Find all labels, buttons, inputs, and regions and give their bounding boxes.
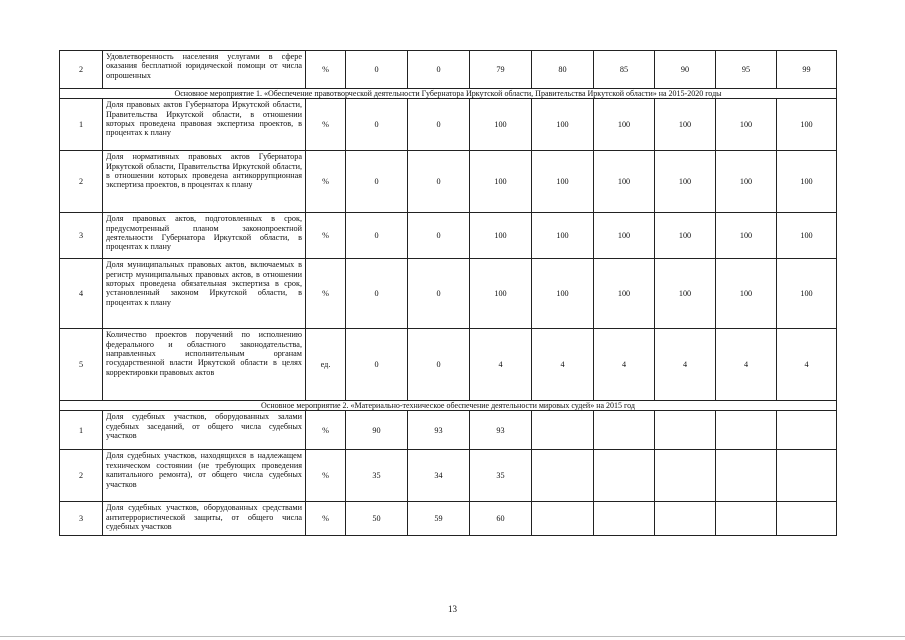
value-cell: 90: [346, 411, 408, 450]
value-cell: 100: [532, 213, 594, 259]
unit-cell: %: [306, 411, 346, 450]
unit-cell: ед.: [306, 329, 346, 401]
value-cell: 35: [346, 450, 408, 502]
row-number-cell: 2: [60, 450, 103, 502]
indicator-name-cell: Доля нормативных правовых актов Губернатора Иркутской области, Правительства Иркутской области, в отношении которых проведена антикоррупционная экспертиза проектов, в процентах к плану: [103, 151, 306, 213]
row-number-cell: 4: [60, 259, 103, 329]
value-cell: 93: [470, 411, 532, 450]
table-row: [60, 99, 837, 151]
value-cell: 95: [716, 51, 777, 89]
value-cell: 100: [532, 151, 594, 213]
value-cell: [777, 450, 837, 502]
row-number-cell: 2: [60, 51, 103, 89]
value-cell: 79: [470, 51, 532, 89]
row-number-cell: 5: [60, 329, 103, 401]
value-cell: 100: [716, 259, 777, 329]
value-cell: 100: [594, 213, 655, 259]
value-cell: 100: [594, 151, 655, 213]
value-cell: [777, 502, 837, 536]
value-cell: 100: [655, 151, 716, 213]
value-cell: 80: [532, 51, 594, 89]
value-cell: 0: [408, 213, 470, 259]
page-number: 13: [448, 604, 457, 614]
indicator-name-cell: Доля муниципальных правовых актов, включаемых в регистр муниципальных правовых актов, в отношении которых проведена обязательная экспертиза в срок, установленный законом Иркутской области, в процентах к плану: [103, 259, 306, 329]
value-cell: 4: [594, 329, 655, 401]
table-row: [60, 450, 837, 502]
value-cell: 60: [470, 502, 532, 536]
value-cell: [655, 411, 716, 450]
value-cell: 99: [777, 51, 837, 89]
unit-cell: %: [306, 51, 346, 89]
value-cell: 59: [408, 502, 470, 536]
value-cell: 90: [655, 51, 716, 89]
value-cell: 100: [470, 213, 532, 259]
value-cell: 0: [408, 99, 470, 151]
row-number-cell: 1: [60, 411, 103, 450]
value-cell: [594, 411, 655, 450]
value-cell: 0: [346, 51, 408, 89]
value-cell: [532, 450, 594, 502]
value-cell: 100: [777, 213, 837, 259]
indicator-name-cell: Количество проектов поручений по исполнению федерального и областного законодательства, направленных исполнительным органам государственной власти Иркутской области в целях корректировки правовых актов: [103, 329, 306, 401]
value-cell: 100: [470, 99, 532, 151]
value-cell: 0: [408, 259, 470, 329]
value-cell: 100: [716, 99, 777, 151]
value-cell: 4: [777, 329, 837, 401]
value-cell: [655, 450, 716, 502]
section-header-row: [60, 401, 837, 411]
value-cell: 0: [346, 213, 408, 259]
section-header-row: [60, 89, 837, 99]
table-row: [60, 213, 837, 259]
indicators-table: [59, 50, 837, 536]
value-cell: 0: [408, 329, 470, 401]
value-cell: 4: [532, 329, 594, 401]
page-edge-line: [0, 636, 905, 637]
value-cell: 4: [716, 329, 777, 401]
value-cell: 35: [470, 450, 532, 502]
value-cell: 100: [594, 99, 655, 151]
value-cell: [594, 450, 655, 502]
value-cell: [716, 502, 777, 536]
row-number-cell: 2: [60, 151, 103, 213]
value-cell: [532, 502, 594, 536]
unit-cell: %: [306, 259, 346, 329]
value-cell: 85: [594, 51, 655, 89]
indicator-name-cell: Доля судебных участков, оборудованных залами судебных заседаний, от общего числа судебных участков: [103, 411, 306, 450]
unit-cell: %: [306, 99, 346, 151]
value-cell: 0: [346, 259, 408, 329]
unit-cell: %: [306, 450, 346, 502]
value-cell: 100: [470, 151, 532, 213]
indicator-name-cell: Удовлетворенность населения услугами в сфере оказания бесплатной юридической помощи от числа опрошенных: [103, 51, 306, 89]
indicator-name-cell: Доля правовых актов, подготовленных в срок, предусмотренный планом законопроектной деятельности Губернатора Иркутской области, в процентах к плану: [103, 213, 306, 259]
value-cell: [594, 502, 655, 536]
value-cell: 93: [408, 411, 470, 450]
unit-cell: %: [306, 151, 346, 213]
value-cell: [532, 411, 594, 450]
value-cell: [777, 411, 837, 450]
table-row: [60, 411, 837, 450]
table-body: [60, 51, 837, 536]
indicator-name-cell: Доля судебных участков, находящихся в надлежащем техническом состоянии (не требующих проведения капитального ремонта), от общего числа судебных участков: [103, 450, 306, 502]
value-cell: 0: [346, 151, 408, 213]
unit-cell: %: [306, 502, 346, 536]
value-cell: 100: [716, 151, 777, 213]
row-number-cell: 3: [60, 213, 103, 259]
table-row: [60, 329, 837, 401]
value-cell: 100: [777, 99, 837, 151]
indicator-name-cell: Доля судебных участков, оборудованных средствами антитеррористической защиты, от общего числа судебных участков: [103, 502, 306, 536]
table-row: [60, 151, 837, 213]
value-cell: 100: [655, 259, 716, 329]
value-cell: 100: [594, 259, 655, 329]
value-cell: 4: [470, 329, 532, 401]
row-number-cell: 3: [60, 502, 103, 536]
table-row: [60, 502, 837, 536]
value-cell: 100: [532, 259, 594, 329]
indicator-name-cell: Доля правовых актов Губернатора Иркутской области, Правительства Иркутской области, в отношении которых проведена правовая экспертиза проектов, в процентах к плану: [103, 99, 306, 151]
table-row: [60, 51, 837, 89]
value-cell: 0: [408, 51, 470, 89]
section-title: Основное мероприятие 1. «Обеспечение правотворческой деятельности Губернатора Иркутской области, Правительства Иркутской области» на 2015-2020 годы: [60, 89, 837, 99]
value-cell: 100: [470, 259, 532, 329]
value-cell: [716, 450, 777, 502]
value-cell: 0: [346, 99, 408, 151]
value-cell: 100: [777, 151, 837, 213]
value-cell: 100: [655, 99, 716, 151]
value-cell: 100: [716, 213, 777, 259]
section-title: Основное мероприятие 2. «Материально-техническое обеспечение деятельности мировых судей» на 2015 год: [60, 401, 837, 411]
value-cell: 100: [655, 213, 716, 259]
value-cell: 0: [346, 329, 408, 401]
value-cell: 0: [408, 151, 470, 213]
value-cell: 100: [532, 99, 594, 151]
row-number-cell: 1: [60, 99, 103, 151]
unit-cell: %: [306, 213, 346, 259]
value-cell: 4: [655, 329, 716, 401]
value-cell: [716, 411, 777, 450]
value-cell: 34: [408, 450, 470, 502]
value-cell: [655, 502, 716, 536]
value-cell: 50: [346, 502, 408, 536]
value-cell: 100: [777, 259, 837, 329]
table-row: [60, 259, 837, 329]
